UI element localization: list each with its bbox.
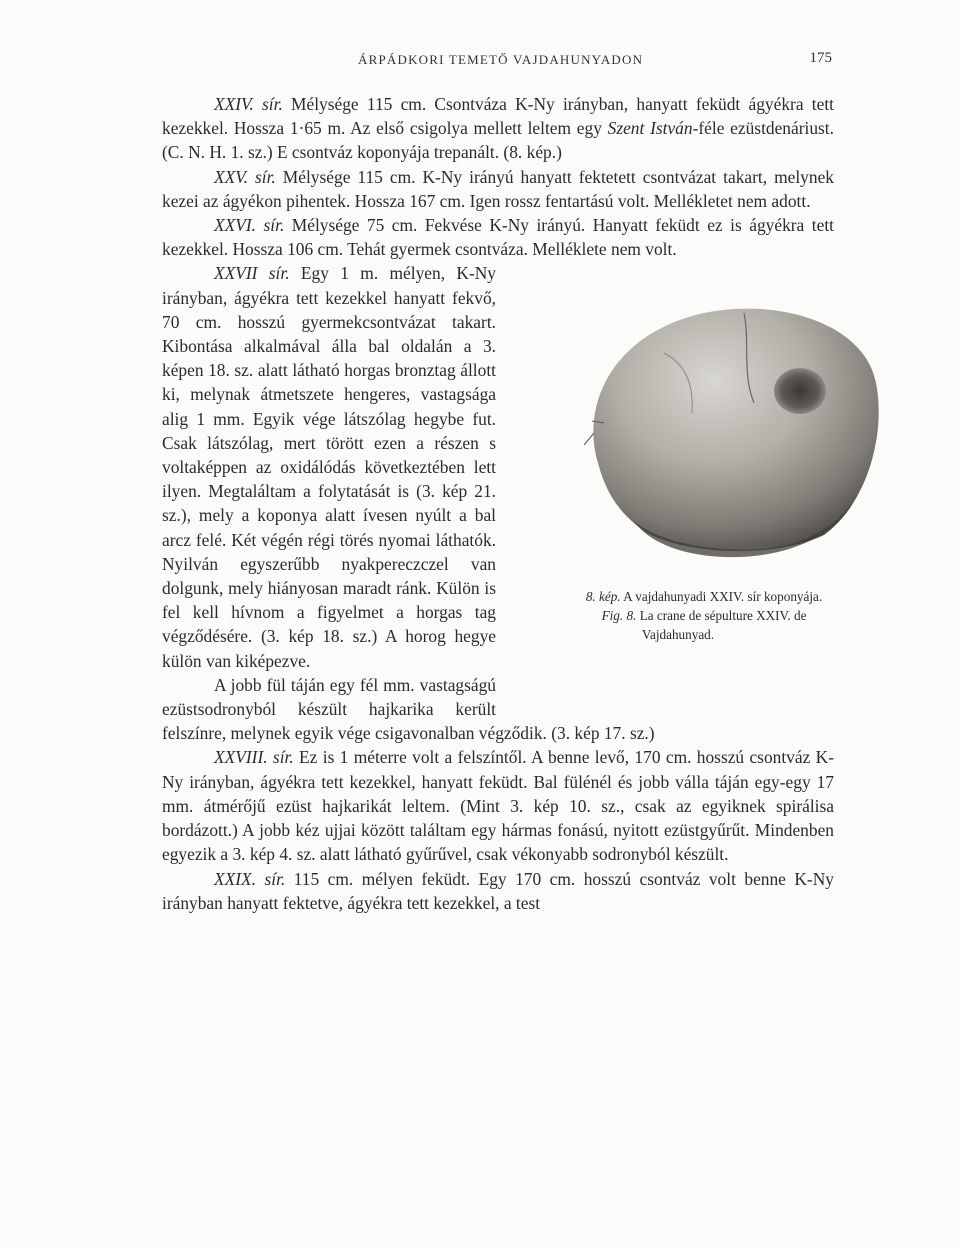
- caption-hungarian: [522, 587, 834, 606]
- paragraph-grave-27: [162, 261, 834, 672]
- caption-label: 8. kép.: [585, 589, 621, 605]
- grave-label: XXVII sír.: [214, 263, 290, 284]
- page-number: 175: [809, 50, 832, 66]
- paragraph-grave-25: [162, 165, 834, 213]
- paragraph-grave-24: [162, 92, 834, 165]
- grave-label: XXVIII. sír.: [214, 747, 294, 768]
- figure-8: [512, 273, 834, 707]
- caption-label: Fig. 8.: [601, 608, 637, 624]
- caption-french: [522, 606, 834, 644]
- caption-text: La crane de sépulture XXIV. de Vajdahunyad.: [636, 608, 807, 643]
- paragraph-text: Egy 1 m. mélyen, K-Ny irányban, ágyékra tett kezekkel hanyatt fekvő, 70 cm. hosszú gyermekcsontvázat takart. Kibontása alkalmával álla bal oldalán a 3. képen 18. sz. alatt látható horgas bronztag állott ki, melynak átmetszete hengeres, vastagsága alig 1 mm. Egyik vége látszólag hegybe fut. Csak látszólag, mert törött ezen a részen s voltaképpen az oxidálódás következtében lett ilyen. Megtaláltam a folytatását is (3. kép 21. sz.), mely a koponya alatt ívesen nyúlt a bal arcz felé. Két végén régi törés nyomai láthatók. Nyilván egyszerűbb nyakpereczczel van dolgunk, mely hiányosan maradt ránk. Külön is fel kell hívnom a figyelmet a horgas tag végződésére. (3. kép 18. sz.) A horog hegye külön van kiképezve.: [162, 263, 496, 671]
- paragraph-grave-29: [162, 867, 834, 915]
- running-title: ÁRPÁDKORI TEMETŐ VAJDAHUNYADON: [358, 52, 644, 67]
- paragraph-text: Mélysége 75 cm. Fekvése K-Ny irányú. Hanyatt feküdt ez is ágyékra tett kezekkel. Hossza 106 cm. Tehát gyermek csontváza. Melléklete nem volt.: [162, 215, 834, 260]
- page-header: [162, 48, 832, 74]
- paragraph-text: 115 cm. mélyen feküdt. Egy 170 cm. hosszú csontváz volt benne K-Ny irányban hanyatt fektetve, ágyékra tett kezekkel, a test: [162, 868, 834, 913]
- italic-name: Szent István: [607, 118, 693, 139]
- grave-label: XXV. sír.: [214, 166, 276, 187]
- paragraph-text: -féle ezüstdenáriust. (C. N. H. 1. sz.) E csontváz koponyája trepanált. (8. kép.): [162, 118, 834, 163]
- paragraph-text: Mélysége 115 cm. Csontváza K-Ny irányban, hanyatt feküdt ágyékra tett kezekkel. Hossza 1·65 m. Az első csigolya mellett leltem egy: [162, 94, 834, 139]
- paragraph-earring: A jobb fül táján egy fél mm. vastagságú ezüstsodronyból készült hajkarika került felszínre, melynek egyik vége csigavonalban végződik. (3. kép 17. sz.): [162, 674, 655, 744]
- grave-label: XXVI. sír.: [214, 215, 285, 236]
- paragraph-text: Mélysége 115 cm. K-Ny irányú hanyatt fektetett csontvázat takart, melynek kezei az ágyékon pihentek. Hossza 167 cm. Igen rossz fentartású volt. Mellékletet nem adott.: [162, 166, 834, 211]
- paragraph-grave-28: [162, 745, 834, 866]
- figure-caption: [522, 587, 834, 644]
- grave-label: XXIV. sír.: [214, 94, 283, 114]
- body-text: [162, 92, 834, 915]
- grave-label: XXIX. sír.: [214, 868, 286, 889]
- caption-text: A vajdahunyadi XXIV. sír koponyája.: [620, 589, 823, 605]
- paragraph-grave-26: [162, 213, 834, 261]
- skull-image: [574, 273, 886, 563]
- skull-photo: [522, 273, 834, 563]
- paragraph-text: Ez is 1 méterre volt a felszíntől. A benne levő, 170 cm. hosszú csontváz K-Ny irányban, ágyékra tett kezekkel, hanyatt feküdt. Bal fülénél és jobb válla táján egy-egy 17 mm. átmérőjű ezüst hajkarikát leltem. (Mint 3. kép 10. sz., csak az egyiknek spirálisa bordázott.) A jobb kéz ujjai között találtam egy hármas fonású, nyitott ezüstgyűrűt. Mindenben egyezik a 3. kép 4. sz. alatt látható gyűrűvel, csak vékonyabb sodronyból készült.: [162, 747, 834, 865]
